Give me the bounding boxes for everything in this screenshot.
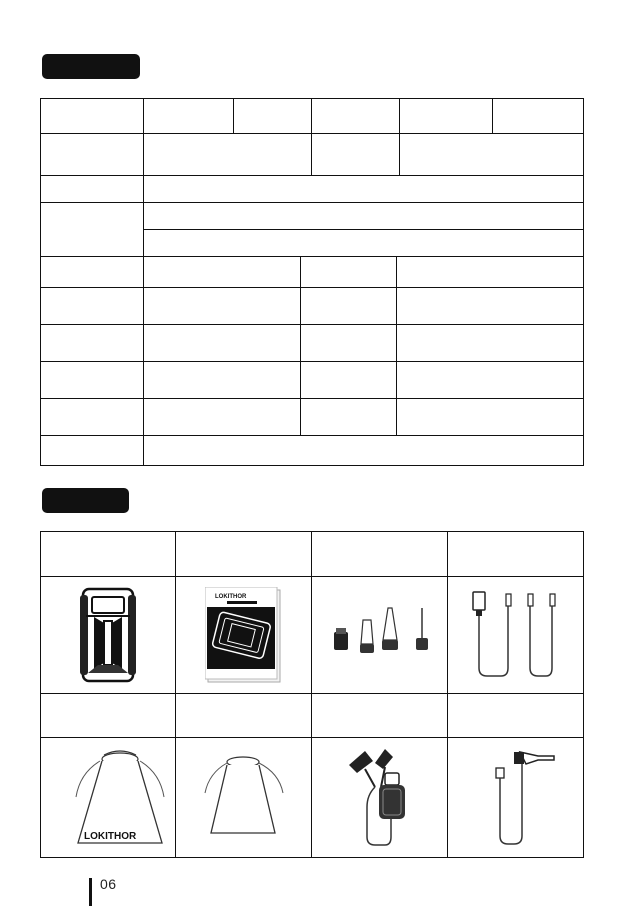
table-divider (175, 531, 176, 858)
package-contents-section-tab (42, 488, 129, 513)
table-row-line (40, 361, 584, 362)
jump-starter-device-icon (78, 585, 138, 685)
user-manual-icon (205, 587, 281, 683)
specifications-section-tab (42, 54, 140, 79)
table-divider (447, 531, 448, 858)
table-row-line (143, 229, 584, 230)
table-divider (143, 98, 144, 466)
table-row-line (40, 398, 584, 399)
page-number-bar (89, 878, 92, 906)
small-pouch-icon (199, 753, 289, 837)
table-row-line (40, 693, 584, 694)
table-divider (311, 98, 312, 175)
table-divider (311, 531, 312, 858)
jumper-clamps-icon (345, 745, 415, 849)
table-row-line (40, 175, 584, 176)
table-row-line (40, 576, 584, 577)
inflation-nozzles-icon (330, 606, 436, 662)
specifications-table-border (40, 98, 584, 466)
table-divider (396, 256, 397, 435)
air-hose-icon (488, 748, 558, 848)
table-divider (233, 98, 234, 133)
table-row-line (40, 324, 584, 325)
page-number: 06 (100, 876, 117, 892)
usb-charging-cable-icon (466, 588, 566, 680)
table-row-line (40, 202, 584, 203)
table-row-line (40, 287, 584, 288)
table-divider (399, 98, 400, 175)
table-row-line (40, 133, 584, 134)
svg-text:LOKITHOR: LOKITHOR (84, 831, 137, 842)
table-row-line (40, 256, 584, 257)
table-divider (492, 98, 493, 133)
svg-text:LOKITHOR: LOKITHOR (215, 594, 247, 600)
storage-pouch-icon (68, 745, 172, 849)
table-row-line (40, 737, 584, 738)
table-row-line (40, 435, 584, 436)
table-divider (300, 256, 301, 435)
